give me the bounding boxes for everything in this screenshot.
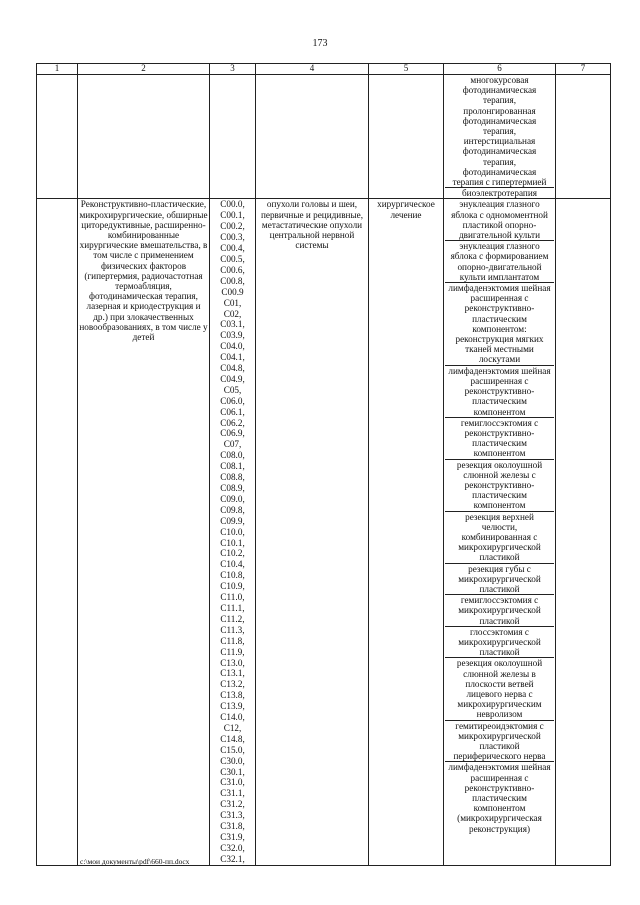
icd-code: C31.0,	[220, 777, 245, 788]
icd-code: C10.0,	[220, 526, 245, 537]
icd-code: C11.0,	[220, 592, 245, 603]
procedures-table	[36, 63, 611, 866]
icd-code: C10.1,	[220, 537, 245, 548]
procedure-row	[37, 199, 611, 865]
icd-code: C13.9,	[220, 701, 245, 712]
icd-code: C00.3,	[220, 232, 245, 243]
diagnosis-cell: опухоли головы и шеи, первичные и рецидивные, метастатические опухоли центральной нервной системы	[256, 199, 369, 865]
method-item: глоссэктомия с микрохирургической пластикой	[445, 627, 554, 659]
method-item: резекция губы с микрохирургической пластикой	[445, 564, 554, 596]
icd-code: C04.9,	[220, 373, 245, 384]
method-item: многокурсовая фотодинамическая терапия, пролонгированная фотодинамическая терапия, интерстициальная фотодинамическая терапия, фотодинамическая терапия с гипертермией	[445, 75, 554, 188]
icd-code: C31.2,	[220, 799, 245, 810]
icd-code: C11.9,	[220, 646, 245, 657]
icd-code: C03.9,	[220, 330, 245, 341]
icd-code: C14.8,	[220, 733, 245, 744]
icd-code: C00.5,	[220, 253, 245, 264]
icd-code: C08.8,	[220, 472, 245, 483]
header-cell: 6	[444, 64, 556, 75]
icd-code: C11.8,	[220, 635, 245, 646]
icd-code: C04.0,	[220, 341, 245, 352]
icd-code: C31.8,	[220, 821, 245, 832]
icd-code: C14.0,	[220, 712, 245, 723]
icd-code: C10.4,	[220, 559, 245, 570]
icd-code: C11.3,	[220, 624, 245, 635]
icd-code: C08.9,	[220, 483, 245, 493]
header-cell: 7	[556, 64, 611, 75]
icd-code: C00.8,	[220, 275, 245, 286]
icd-code: C05,	[223, 384, 242, 395]
method-item: лимфаденэктомия шейная расширенная с реконструктивно-пластическим компонентом	[445, 366, 554, 418]
method-item: резекция околоушной слюнной железы с реконструктивно-пластическим компонентом	[445, 460, 554, 512]
method-item: энуклеация глазного яблока с одномоментной пластикой опорно-двигательной культи	[445, 199, 554, 241]
method-item: гемиглоссэктомия с микрохирургической пластикой	[445, 595, 554, 627]
icd-code: C30.1,	[220, 766, 245, 777]
icd-code: C31.9,	[220, 832, 245, 842]
continuation-row	[37, 75, 611, 199]
icd-code: C06.9,	[220, 428, 245, 439]
icd-code: C15.0,	[220, 744, 245, 755]
methods-cell	[444, 199, 556, 865]
icd-code: C30.0,	[220, 755, 245, 766]
icd-code: C04.8,	[220, 363, 245, 374]
icd-code: C07,	[223, 439, 242, 450]
icd-code: C13.0,	[220, 657, 245, 668]
method-item: лимфаденэктомия шейная расширенная с реконструктивно-пластическим компонентом (микрохирургическая реконструкция)	[448, 762, 551, 834]
method-item: резекция околоушной слюнной железы в плоскости ветвей лицевого нерва с микрохирургическим невролизом	[445, 658, 554, 720]
icd-code: C00.2,	[220, 221, 245, 232]
method-item: гемитиреоидэктомия с микрохирургической пластикой периферического нерва	[445, 721, 554, 763]
icd-code: C11.2,	[220, 613, 245, 624]
icd-code: C31.1,	[220, 788, 245, 799]
icd-code: C31.3,	[220, 810, 245, 821]
icd-code: C04.1,	[220, 352, 245, 363]
icd-code: C08.0,	[220, 450, 245, 461]
icd-code: C00.6,	[220, 264, 245, 275]
icd-code: C13.1,	[220, 668, 245, 679]
icd-code: C08.1,	[220, 461, 245, 472]
icd-code: C03.1,	[220, 319, 245, 330]
icd-code: C01,	[223, 297, 242, 308]
icd-code: C00.4,	[220, 243, 245, 254]
icd-code: C06.1,	[220, 406, 245, 417]
icd-code: C02,	[223, 308, 242, 319]
icd-code: C13.8,	[220, 690, 245, 701]
icd-code: C10.2,	[220, 548, 245, 559]
header-cell: 2	[78, 64, 210, 75]
header-cell: 4	[256, 64, 369, 75]
icd-code: C06.0,	[220, 395, 245, 406]
icd-code: C00.1,	[220, 210, 245, 221]
page-number: 173	[312, 38, 328, 49]
icd-codes-cell	[210, 199, 256, 865]
header-cell: 1	[37, 64, 78, 75]
intervention-description: Реконструктивно-пластические, микрохирургические, обширные циторедуктивные, расширенно-комбинированные хирургические вмешательства, в том числе с применением физических факторов (гипертермия, радиочастотная термоабляция, фотодинамическая терапия, лазерная и криодеструкция и др.) при злокачественных новообразованиях, в том числе у детей	[78, 199, 210, 865]
header-row	[37, 64, 611, 75]
icd-code: C32.1,	[220, 853, 245, 864]
method-item: лимфаденэктомия шейная расширенная с реконструктивно-пластическим компонентом: реконструкция мягких тканей местными лоскутами	[445, 283, 554, 366]
icd-code: C00.9	[221, 286, 244, 297]
icd-code: C00.0,	[220, 199, 245, 210]
treatment-type-cell: хирургическое лечение	[369, 199, 444, 865]
icd-code: C06.2,	[220, 417, 245, 428]
method-item: резекция верхней челюсти, комбинированная с микрохирургической пластикой	[445, 512, 554, 564]
icd-code: C09.8,	[220, 504, 245, 515]
file-path-footer: c:\мои документы\pdf\660-пп.docx	[80, 857, 190, 866]
icd-code: C10.9,	[220, 581, 245, 592]
header-cell: 3	[210, 64, 256, 75]
method-item: энуклеация глазного яблока с формированием опорно-двигательной культи имплантатом	[445, 241, 554, 283]
icd-code: C32.0,	[220, 842, 245, 853]
icd-code: C13.2,	[220, 679, 245, 690]
icd-code: C10.8,	[220, 570, 245, 581]
continuation-methods-cell	[444, 75, 556, 199]
icd-code: C09.9,	[220, 515, 245, 526]
method-item: биоэлектротерапия	[462, 188, 537, 199]
icd-code: C11.1,	[220, 602, 245, 613]
method-item: гемиглоссэктомия с реконструктивно-пластическим компонентом	[445, 418, 554, 460]
icd-code: C12,	[223, 722, 242, 733]
header-cell: 5	[369, 64, 444, 75]
icd-code: C09.0,	[220, 493, 245, 504]
